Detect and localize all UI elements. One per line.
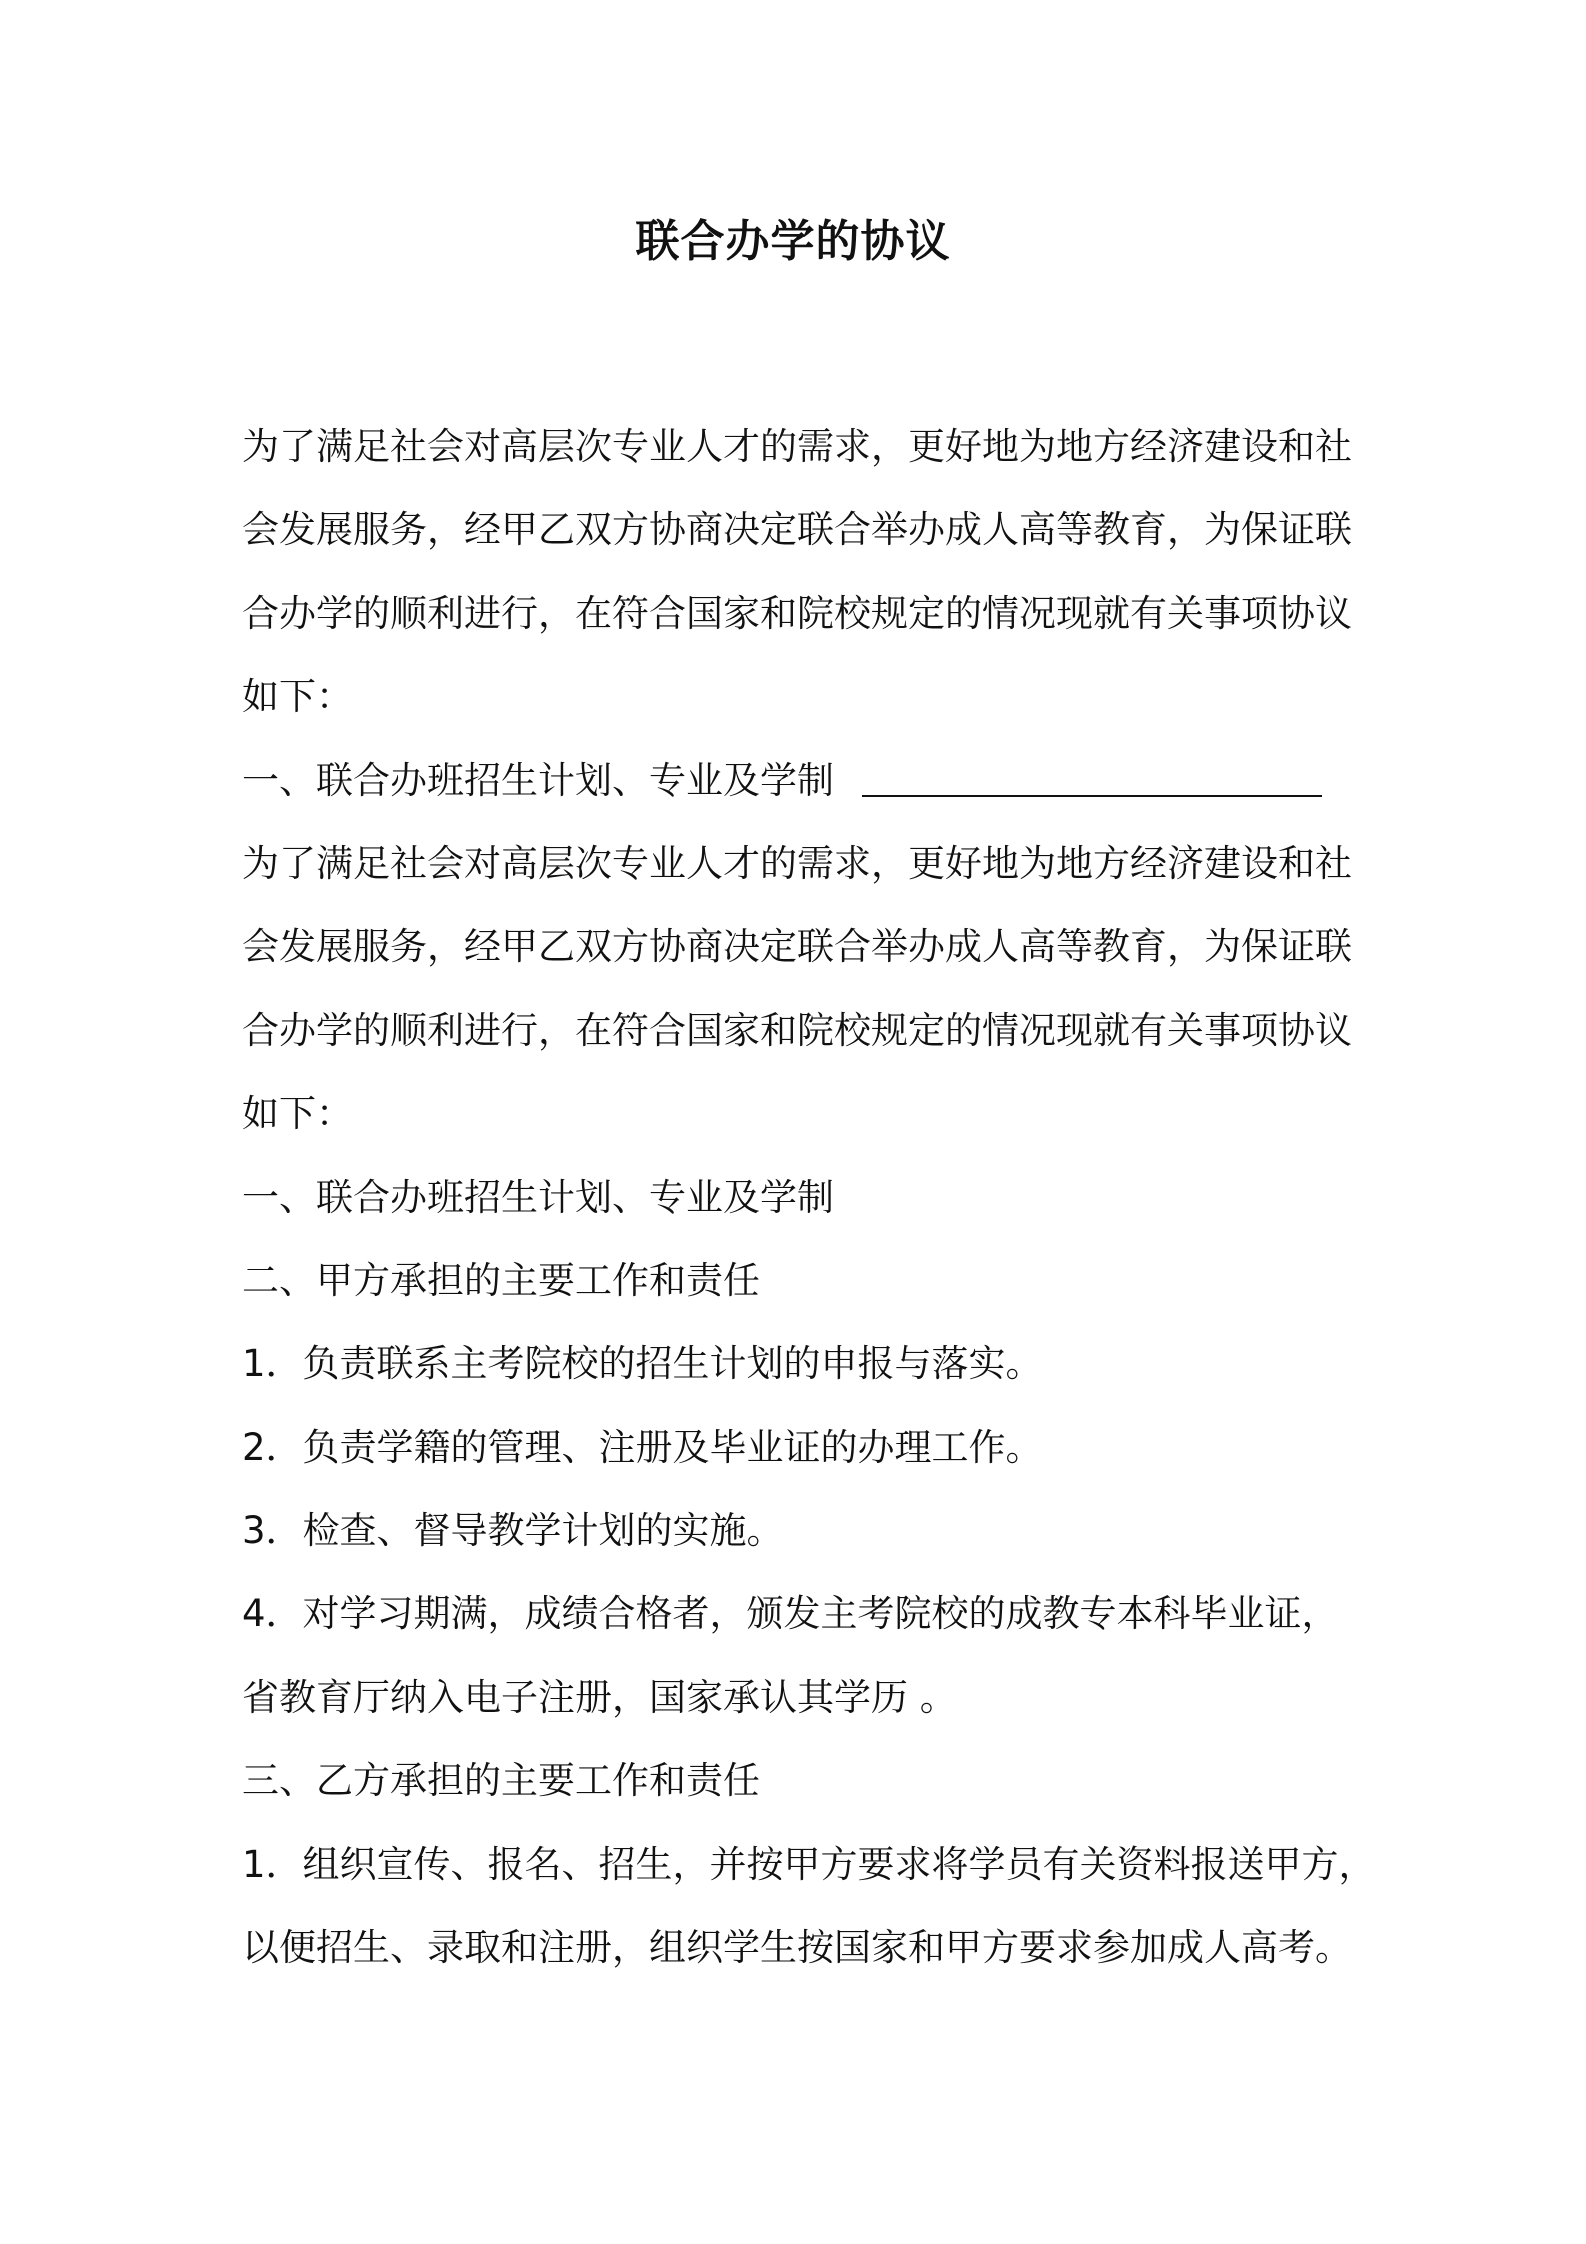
line-text: 如下： xyxy=(242,1092,353,1136)
line-text: 合办学的顺利进行，在符合国家和院校规定的情况现就有关事项协议 xyxy=(242,591,1352,635)
line-text: 如下： xyxy=(242,675,353,719)
document-body xyxy=(242,405,1376,1989)
list-item xyxy=(242,1322,1362,1405)
line-text: 一、联合办班招生计划、专业及学制 xyxy=(242,758,834,802)
document-title: 联合办学的协议 xyxy=(635,216,951,267)
line-text: 为了满足社会对高层次专业人才的需求，更好地为地方经济建设和社 xyxy=(242,841,1352,885)
section-heading xyxy=(242,1239,1362,1322)
paragraph-line xyxy=(242,822,1362,905)
list-item-continuation xyxy=(242,1906,1362,1989)
paragraph-line xyxy=(242,655,1362,738)
line-text: 1．负责联系主考院校的招生计划的申报与落实。 xyxy=(242,1342,1043,1386)
fill-in-blank xyxy=(862,759,1322,797)
list-item xyxy=(242,1489,1362,1572)
section-heading xyxy=(242,739,1362,822)
line-text: 二、甲方承担的主要工作和责任 xyxy=(242,1258,760,1302)
line-text: 一、联合办班招生计划、专业及学制 xyxy=(242,1175,834,1219)
list-item xyxy=(242,1572,1362,1655)
list-item xyxy=(242,1406,1362,1489)
list-item xyxy=(242,1823,1376,1906)
line-text: 4．对学习期满，成绩合格者，颁发主考院校的成教专本科毕业证， xyxy=(242,1592,1339,1636)
paragraph-line xyxy=(242,405,1362,488)
line-text: 3．检查、督导教学计划的实施。 xyxy=(242,1509,784,1553)
line-text: 2．负责学籍的管理、注册及毕业证的办理工作。 xyxy=(242,1425,1043,1469)
line-text: 为了满足社会对高层次专业人才的需求，更好地为地方经济建设和社 xyxy=(242,425,1352,468)
line-text: 1．组织宣传、报名、招生，并按甲方要求将学员有关资料报送甲方， xyxy=(242,1842,1376,1886)
paragraph-line xyxy=(242,905,1362,988)
line-text: 三、乙方承担的主要工作和责任 xyxy=(242,1759,760,1803)
section-heading xyxy=(242,1739,1362,1822)
section-heading xyxy=(242,1156,1362,1239)
paragraph-line xyxy=(242,572,1362,655)
line-text: 会发展服务，经甲乙双方协商决定联合举办成人高等教育，为保证联 xyxy=(242,508,1352,552)
paragraph-line xyxy=(242,989,1362,1072)
paragraph-line xyxy=(242,488,1362,571)
list-item-continuation xyxy=(242,1656,1362,1739)
line-text: 省教育厅纳入电子注册，国家承认其学历 。 xyxy=(242,1675,957,1719)
line-text: 合办学的顺利进行，在符合国家和院校规定的情况现就有关事项协议 xyxy=(242,1008,1352,1052)
paragraph-line xyxy=(242,1072,1362,1155)
line-text: 会发展服务，经甲乙双方协商决定联合举办成人高等教育，为保证联 xyxy=(242,925,1352,969)
line-text: 以便招生、录取和注册，组织学生按国家和甲方要求参加成人高考。 xyxy=(242,1926,1352,1970)
